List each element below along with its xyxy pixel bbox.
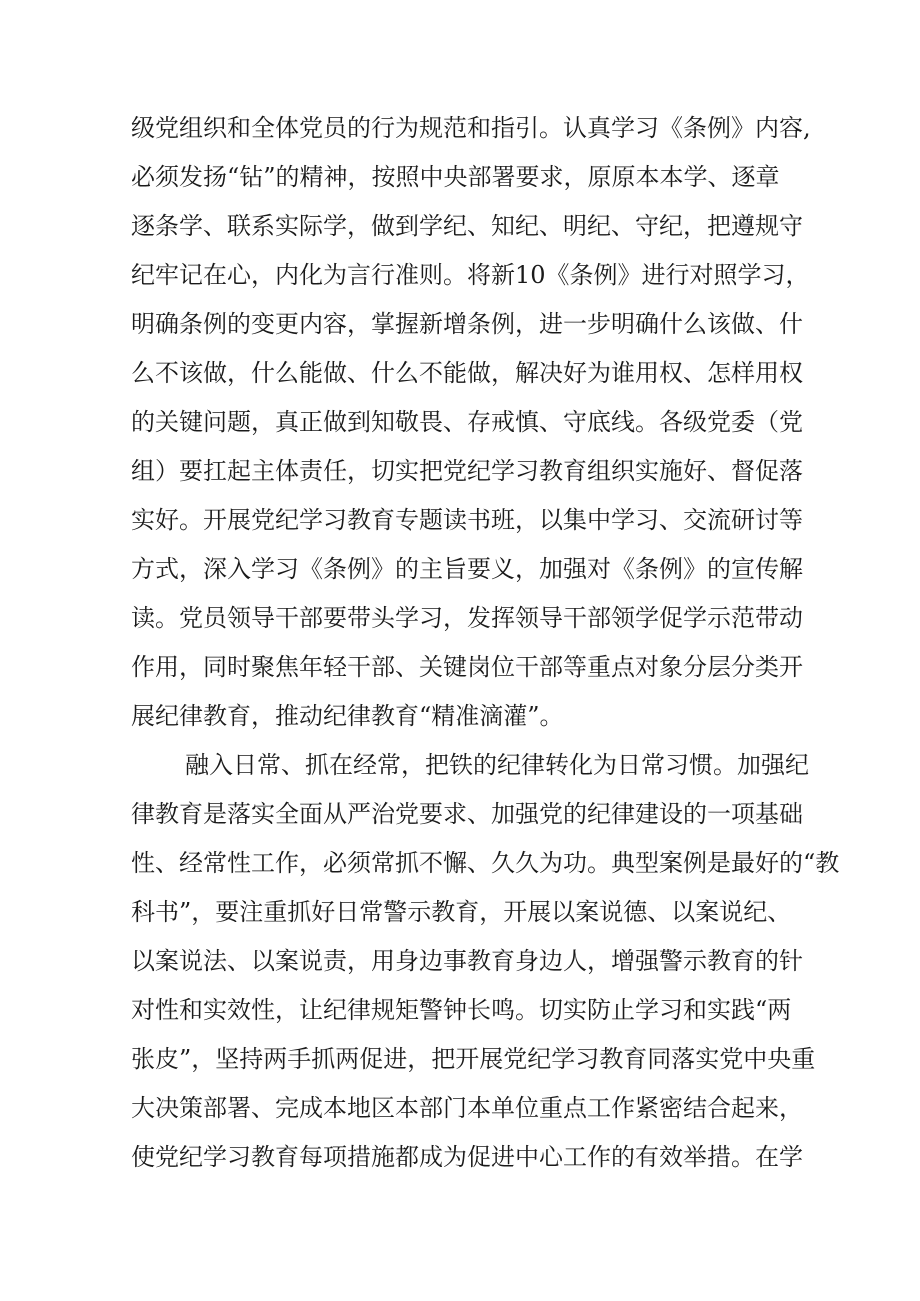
paragraph-first-line: 融入日常、抓在经常，把铁的纪律转化为日常习惯。加强纪 bbox=[185, 751, 809, 779]
text-line: 性、经常性工作，必须常抓不懈、久久为功。典型案例是最好的“教 bbox=[131, 849, 840, 877]
text-line: 以案说法、以案说责，用身边事教育身边人，增强警示教育的针 bbox=[131, 947, 803, 975]
text-line: 逐条学、联系实际学，做到学纪、知纪、明纪、守纪，把遵规守 bbox=[131, 212, 803, 240]
text-line: 的关键问题，真正做到知敬畏、存戒慎、守底线。各级党委（党 bbox=[131, 408, 803, 436]
text-line: 使党纪学习教育每项措施都成为促进中心工作的有效举措。在学 bbox=[131, 1143, 803, 1171]
text-line: 展纪律教育，推动纪律教育“精准滴灌”。 bbox=[131, 702, 564, 730]
text-line: 读。党员领导干部要带头学习，发挥领导干部领学促学示范带动 bbox=[131, 604, 803, 632]
text-line: 方式，深入学习《条例》的主旨要义，加强对《条例》的宣传解 bbox=[131, 555, 803, 583]
text-line: 作用，同时聚焦年轻干部、关键岗位干部等重点对象分层分类开 bbox=[131, 653, 803, 681]
text-line: 对性和实效性，让纪律规矩警钟长鸣。切实防止学习和实践“两 bbox=[131, 996, 792, 1024]
text-line: 组）要扛起主体责任，切实把党纪学习教育组织实施好、督促落 bbox=[131, 457, 803, 485]
text-line: 大决策部署、完成本地区本部门本单位重点工作紧密结合起来， bbox=[131, 1094, 803, 1122]
text-line: 律教育是落实全面从严治党要求、加强党的纪律建设的一项基础 bbox=[131, 800, 803, 828]
text-line: 科书”，要注重抓好日常警示教育，开展以案说德、以案说纪、 bbox=[131, 898, 792, 926]
text-line: 纪牢记在心，内化为言行准则。将新10《条例》进行对照学习， bbox=[131, 261, 810, 289]
text-line: 必须发扬“钻”的精神，按照中央部署要求，原原本本学、逐章 bbox=[131, 163, 780, 191]
text-line: 实好。开展党纪学习教育专题读书班，以集中学习、交流研讨等 bbox=[131, 506, 803, 534]
text-line: 张皮”，坚持两手抓两促进，把开展党纪学习教育同落实党中央重 bbox=[131, 1045, 816, 1073]
text-line: 级党组织和全体党员的行为规范和指引。认真学习《条例》内容, bbox=[131, 114, 811, 142]
text-line: 明确条例的变更内容，掌握新增条例，进一步明确什么该做、什 bbox=[131, 310, 803, 338]
text-line: 么不该做，什么能做、什么不能做，解决好为谁用权、怎样用权 bbox=[131, 359, 803, 387]
